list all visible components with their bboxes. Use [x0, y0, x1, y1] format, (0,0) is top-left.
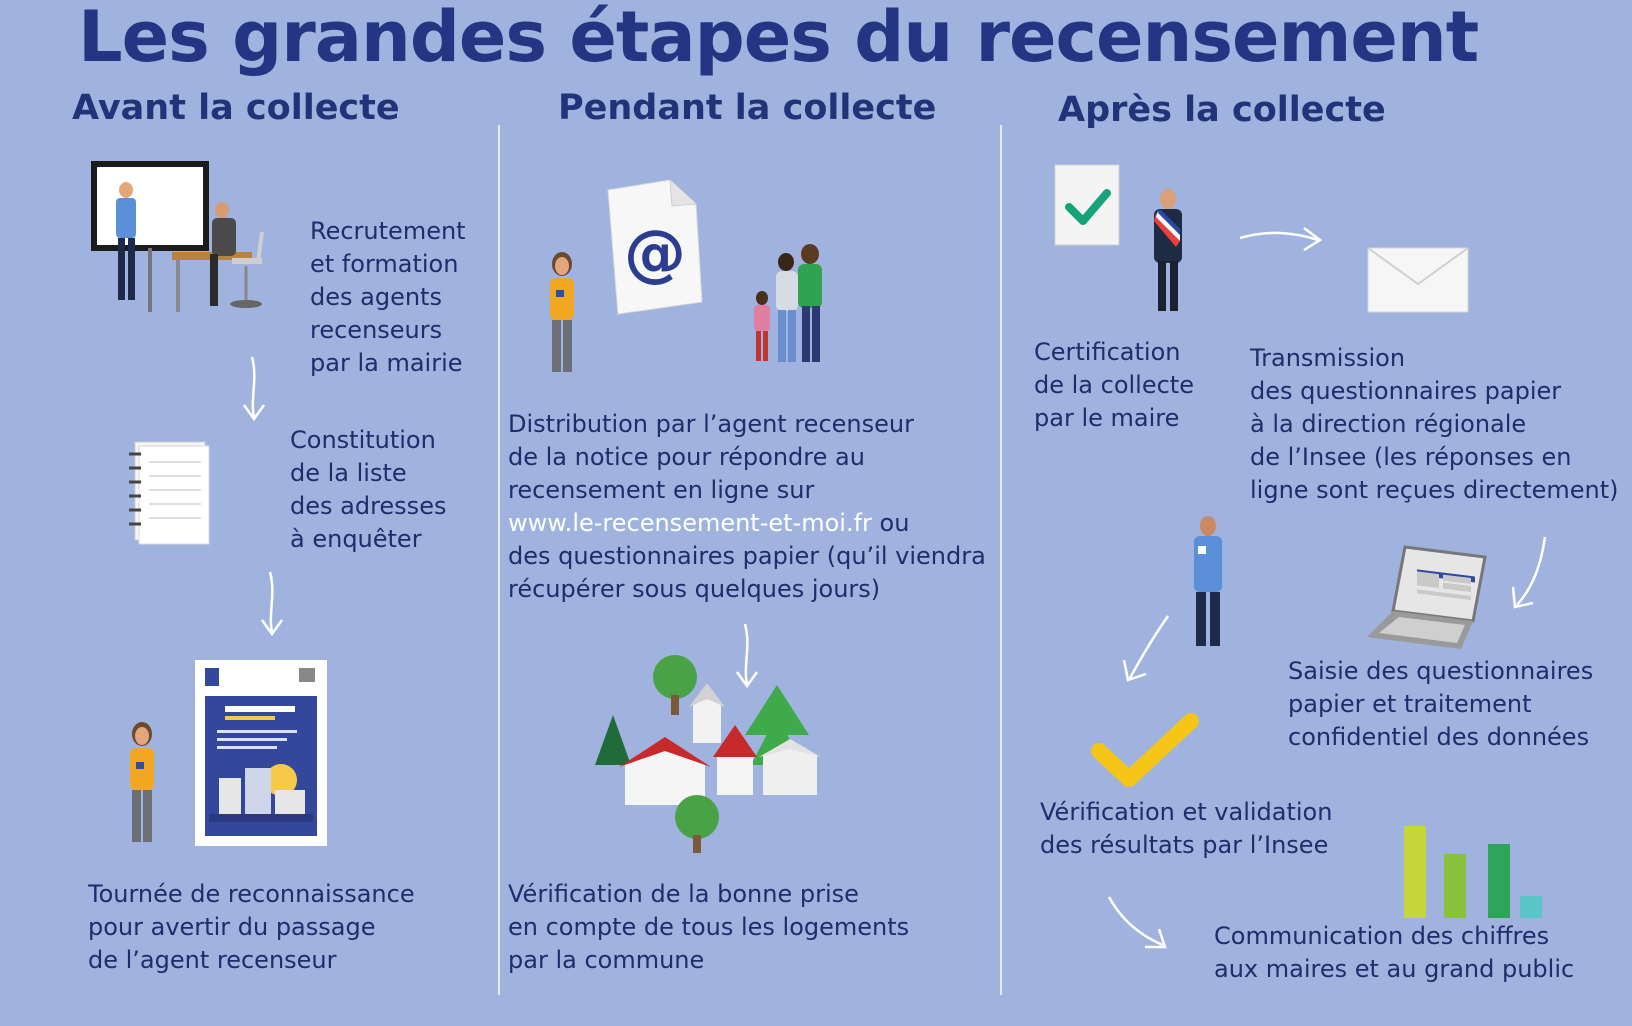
step-recrutement-text: Recrutement et formation des agents recenseurs par la mairie [310, 217, 466, 377]
distribution-text-intro: Distribution par l’agent recenseur de la notice pour répondre au recensement en ligne sur [508, 410, 914, 504]
step-constitution-text: Constitution de la liste des adresses à enquêter [290, 426, 447, 553]
arrow-right-icon [1238, 224, 1328, 262]
step-transmission-text: Transmission des questionnaires papier à la direction régionale de l’Insee (les réponses en ligne sont reçues directement) [1250, 344, 1619, 504]
census-website-link[interactable]: www.le-recensement-et-moi.fr [508, 509, 872, 537]
mayor-icon [1144, 185, 1192, 317]
address-list-notebook-icon [125, 440, 225, 545]
column-divider-right [1000, 125, 1002, 995]
checkbox-validated-icon [1055, 165, 1123, 247]
census-agent-icon [540, 250, 584, 380]
column-heading-avant: Avant la collecte [72, 88, 400, 128]
arrow-down-left-icon [1505, 535, 1555, 619]
census-poster-icon [195, 660, 327, 846]
column-divider-left [498, 125, 500, 995]
insee-agent-icon [1188, 512, 1228, 652]
census-agent-icon [120, 720, 164, 850]
svg-text:@: @ [624, 216, 686, 289]
step-verification-insee-text: Vérification et validation des résultats par l’Insee [1040, 798, 1333, 859]
training-illustration-icon [92, 162, 282, 322]
family-icon [748, 240, 848, 370]
step-tournee-text: Tournée de reconnaissance pour avertir du passage de l’agent recenseur [88, 880, 415, 974]
arrow-down-icon [258, 570, 288, 644]
arrow-down-right-icon [1105, 895, 1175, 959]
bar-chart-icon [1400, 826, 1548, 918]
step-certification-text: Certification de la collecte par le maire [1034, 338, 1194, 432]
column-heading-pendant: Pendant la collecte [558, 88, 937, 128]
laptop-icon [1365, 545, 1490, 655]
envelope-icon [1366, 244, 1472, 316]
verification-commune-text: Vérification de la bonne prise en compte de tous les logements par la commune [508, 880, 910, 974]
check-mark-icon [1095, 715, 1195, 785]
column-heading-apres: Après la collecte [1058, 90, 1386, 130]
distribution-text-ou: ou [871, 509, 910, 537]
distribution-url-line [508, 507, 909, 540]
distribution-text-end: des questionnaires papier (qu’il viendra récupérer sous quelques jours) [508, 542, 986, 603]
step-saisie-text: Saisie des questionnaires papier et traitement confidentiel des données [1288, 657, 1594, 751]
arrow-down-left-icon [1118, 612, 1178, 696]
arrow-down-icon [240, 355, 270, 429]
village-houses-icon [585, 655, 825, 855]
page-title: Les grandes étapes du recensement [78, 0, 1479, 78]
email-at-sheet-icon [598, 178, 708, 316]
step-communication-text: Communication des chiffres aux maires et au grand public [1214, 922, 1575, 983]
